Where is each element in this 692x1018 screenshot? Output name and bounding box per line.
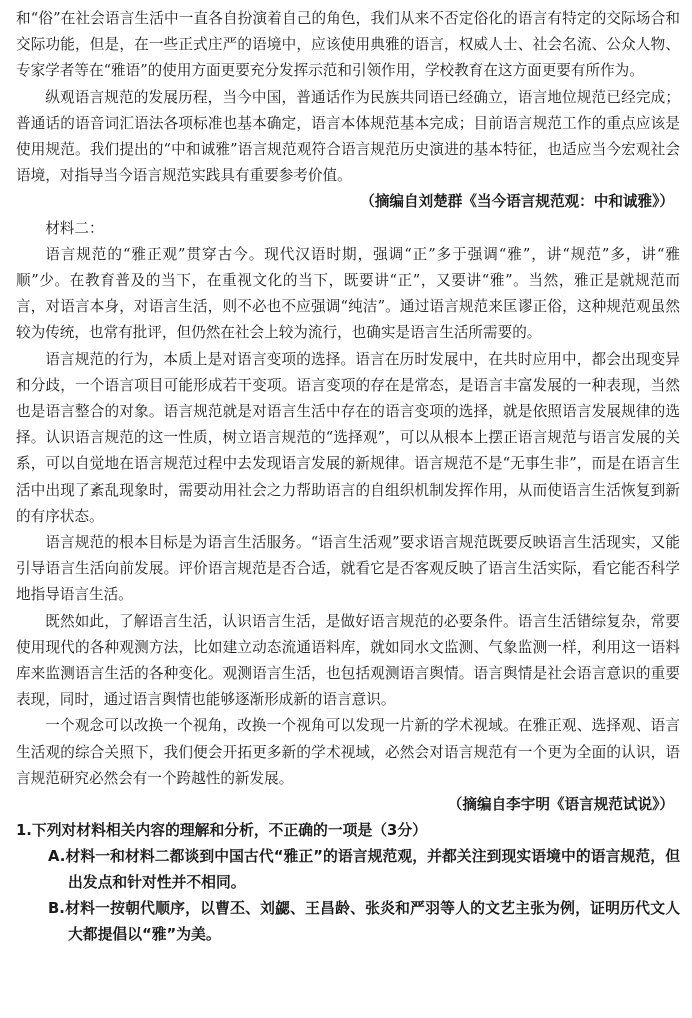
option-text: 材料一和材料二都谈到中国古代“雅正”的语言规范观，并都关注到现实语境中的语言规范，但出发点和针对性并不相同。 xyxy=(65,848,680,892)
question-stem: 1.下列对材料相关内容的理解和分析，不正确的一项是（3分） xyxy=(16,822,427,840)
paragraph: 语言规范的“雅正观”贯穿古今。现代汉语时期，强调“正”多于强调“雅”，讲“规范”多，讲“雅顺”少。在教育普及的当下，在重视文化的当下，既要讲“正”，又要讲“雅”。当然，雅正是就规范而言，对语言本身，对语言生活，则不必也不应强调“纯洁”。通过语言规范来匡谬正俗，这种规范观虽然较为传统，也常有批评，但仍然在社会上较为流行，也确实是语言生活所需要的。 xyxy=(16,245,680,342)
option-mark: A. xyxy=(48,848,66,866)
option-text: 材料一按朝代顺序，以曹丕、刘勰、王昌龄、张炎和严羽等人的文艺主张为例，证明历代文人大都提倡以“雅”为美。 xyxy=(64,900,680,944)
option-a xyxy=(16,844,680,896)
material-label: 材料二： xyxy=(45,219,104,237)
paragraph: 语言规范的行为，本质上是对语言变项的选择。语言在历时发展中，在共时应用中，都会出现变异和分歧，一个语言项目可能形成若干变项。语言变项的存在是常态，是语言丰富发展的一种表现，当然也是语言整合的对象。语言规范就是对语言生活中存在的语言变项的选择，就是依照语言发展规律的选择。认识语言规范的这一性质，树立语言规范的“选择观”，可以从根本上摆正语言规范与语言发展的关系，可以自觉地在语言规范过程中去发现语言发展的新规律。语言规范不是“无事生非”，而是在语言生活中出现了紊乱现象时，需要动用社会之力帮助语言的自组织机制发挥作用，从而使语言生活恢复到新的有序状态。 xyxy=(16,350,680,525)
paragraph: 语言规范的根本目标是为语言生活服务。“语言生活观”要求语言规范既要反映语言生活现实，又能引导语言生活向前发展。评价语言规范是否合适，就看它是否客观反映了语言生活实际，看它能否科学地指导语言生活。 xyxy=(16,534,680,604)
paragraph: 一个观念可以改换一个视角，改换一个视角可以发现一片新的学术视域。在雅正观、选择观、语言生活观的综合关照下，我们便会开拓更多新的学术视域，必然会对语言规范有一个更为全面的认识，语言规范研究必然会有一个跨越性的新发展。 xyxy=(16,717,680,787)
option-b xyxy=(16,896,680,948)
paragraph: 纵观语言规范的发展历程，当今中国，普通话作为民族共同语已经确立，语言地位规范已经完成；普通话的语音词汇语法各项标准也基本确定，语言本体规范基本完成；目前语言规范工作的重点应该是使用规范。我们提出的“中和诚雅”语言规范观符合语言规范历史演进的基本特征，也适应当今宏观社会语境，对指导当今语言规范实践具有重要参考价值。 xyxy=(16,88,680,185)
paragraph: 和“俗”在社会语言生活中一直各自扮演着自己的角色，我们从来不否定俗化的语言有特定的交际场合和交际功能，但是，在一些正式庄严的语境中，应该使用典雅的语言，权威人士、社会名流、公众人物、专家学者等在“雅语”的使用方面更要充分发挥示范和引领作用，学校教育在这方面更要有所作为。 xyxy=(16,10,680,80)
paragraph: 既然如此，了解语言生活，认识语言生活，是做好语言规范的必要条件。语言生活错综复杂，常要使用现代的各种观测方法，比如建立动态流通语料库，就如同水文监测、气象监测一样，利用这一语料库来监测语言生活的各种变化。观测语言生活，也包括观测语言舆情。语言舆情是社会语言意识的重要表现，同时，通过语言舆情也能够逐渐形成新的语言意识。 xyxy=(16,612,680,709)
source-citation: （摘编自李宇明《语言规范试说》） xyxy=(447,796,674,814)
option-mark: B. xyxy=(48,900,65,918)
source-citation: （摘编自刘楚群《当今语言规范观：中和诚雅》） xyxy=(360,193,674,211)
